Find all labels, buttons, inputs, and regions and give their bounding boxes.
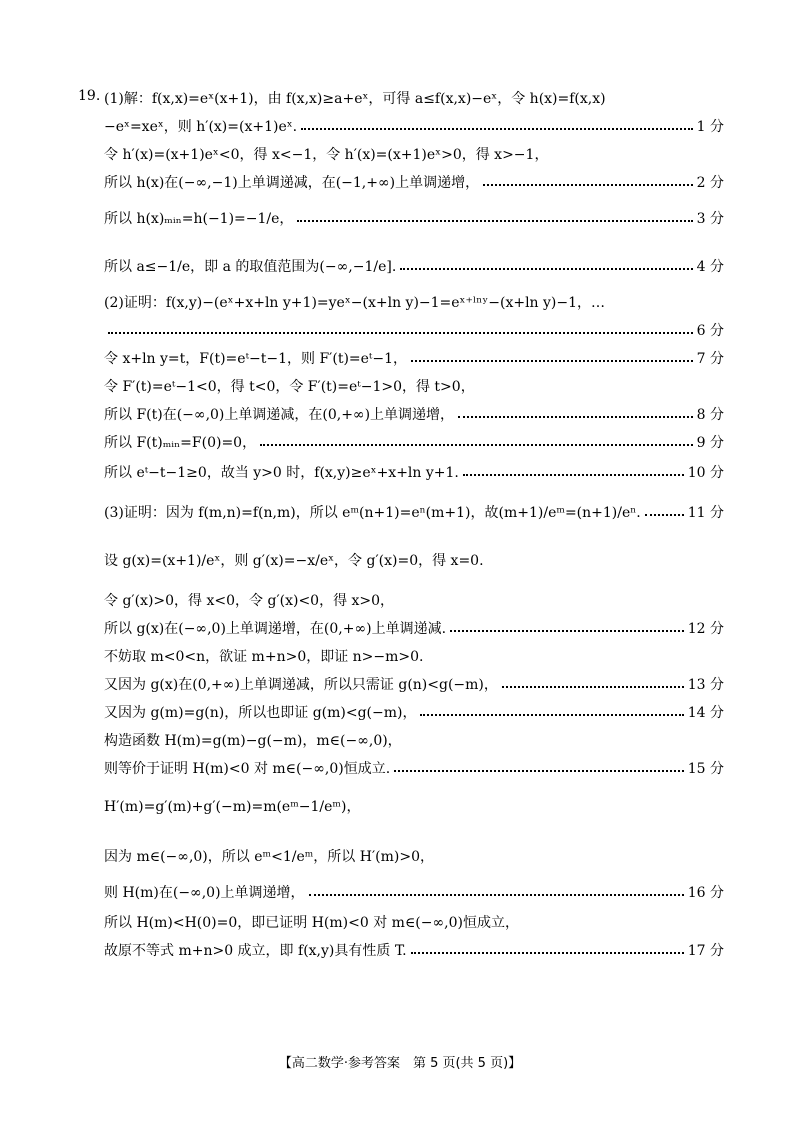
score-label: 11 分 [687, 505, 724, 521]
dot-leader [400, 268, 692, 270]
dot-leader [297, 220, 692, 222]
solution-line [104, 912, 724, 932]
solution-line [104, 796, 724, 816]
solution-line [104, 320, 724, 340]
solution-line [104, 674, 724, 694]
score-label: 16 分 [687, 885, 724, 901]
solution-line [104, 590, 724, 610]
solution-line [104, 88, 724, 108]
dot-leader [463, 474, 684, 476]
question-number: 19. [78, 88, 101, 104]
line-text: 所以 a≤−1/e，即 a 的取值范围为(−∞,−1/e]. [104, 259, 397, 275]
score-label: 13 分 [687, 677, 724, 693]
line-text: 又因为 g(m)=g(n)，所以也即证 g(m)<g(−m)， [104, 705, 417, 721]
solution-line [104, 348, 724, 368]
line-text: (2)证明：f(x,y)−(eˣ+x+ln y+1)=yeˣ−(x+ln y)−1=eˣ⁺ˡⁿʸ−(x+ln y)−1，… [104, 295, 606, 311]
line-text: 所以 h(x)ₘᵢₙ=h(−1)=−1/e， [104, 211, 294, 227]
solution-line [104, 144, 724, 164]
solution-line [104, 432, 724, 452]
score-label: 8 分 [696, 407, 724, 423]
line-text: 构造函数 H(m)=g(m)−g(−m)，m∈(−∞,0)， [104, 733, 402, 749]
line-text: (3)证明：因为 f(m,n)=f(n,m)，所以 eᵐ(n+1)=eⁿ(m+1)，故(m+1)/eᵐ=(n+1)/eⁿ. [104, 505, 641, 521]
score-label: 15 分 [687, 761, 724, 777]
line-text: 所以 F(t)ₘᵢₙ=F(0)=0， [104, 435, 257, 451]
line-text: 令 x+ln y=t，F(t)=eᵗ−t−1，则 F′(t)=eᵗ−1， [104, 351, 408, 367]
line-text: 设 g(x)=(x+1)/eˣ，则 g′(x)=−x/eˣ，令 g′(x)=0，得 x=0. [104, 553, 484, 569]
score-label: 4 分 [696, 259, 724, 275]
solution-line [104, 758, 724, 778]
solution-line [104, 208, 724, 228]
solution-line [104, 882, 724, 902]
solution-line [104, 730, 724, 750]
line-text: 所以 g(x)在(−∞,0)上单调递增，在(0,+∞)上单调递减. [104, 621, 447, 637]
solution-line [104, 116, 724, 136]
solution-line [104, 404, 724, 424]
solution-line [104, 646, 724, 666]
line-text: 所以 F(t)在(−∞,0)上单调递减，在(0,+∞)上单调递增， [104, 407, 455, 423]
line-text: 因为 m∈(−∞,0)，所以 eᵐ<1/eᵐ，所以 H′(m)>0， [104, 849, 434, 865]
line-text: H′(m)=g′(m)+g′(−m)=m(eᵐ−1/eᵐ)， [104, 799, 361, 815]
solution-line [104, 550, 724, 570]
dot-leader [483, 184, 693, 186]
dot-leader [502, 686, 684, 688]
solution-line [104, 292, 724, 312]
solution-line [104, 702, 724, 722]
solution-line [104, 376, 724, 396]
line-text: 所以 h(x)在(−∞,−1)上单调递减，在(−1,+∞)上单调递增， [104, 175, 480, 191]
solution-line [104, 462, 724, 482]
score-label: 3 分 [696, 211, 724, 227]
score-label: 6 分 [696, 323, 724, 339]
score-label: 14 分 [687, 705, 724, 721]
line-text: 令 g′(x)>0，得 x<0，令 g′(x)<0，得 x>0， [104, 593, 395, 609]
score-label: 9 分 [696, 435, 724, 451]
solution-line [104, 502, 724, 522]
score-label: 10 分 [687, 465, 724, 481]
line-text: 不妨取 m<0<n，欲证 m+n>0，即证 n>−m>0. [104, 649, 424, 665]
solution-line [104, 172, 724, 192]
line-text: 所以 eᵗ−t−1≥0，故当 y>0 时，f(x,y)≥eˣ+x+ln y+1. [104, 465, 459, 481]
solution-line [104, 940, 724, 960]
line-text: 故原不等式 m+n>0 成立，即 f(x,y)具有性质 T. [104, 943, 407, 959]
line-text: 令 F′(t)=eᵗ−1<0，得 t<0，令 F′(t)=eᵗ−1>0，得 t>0， [104, 379, 475, 395]
dot-leader [411, 952, 684, 954]
line-text: 则 H(m)在(−∞,0)上单调递增， [104, 885, 305, 901]
line-text: 又因为 g(x)在(0,+∞)上单调递减，所以只需证 g(n)<g(−m)， [104, 677, 498, 693]
dot-leader [411, 360, 693, 362]
dot-leader [301, 128, 693, 130]
dot-leader [260, 444, 693, 446]
line-text: (1)解：f(x,x)=eˣ(x+1)，由 f(x,x)≥a+eˣ，可得 a≤f(x,x)−eˣ，令 h(x)=f(x,x) [104, 91, 606, 107]
dot-leader [458, 416, 693, 418]
score-label: 2 分 [696, 175, 724, 191]
score-label: 12 分 [687, 621, 724, 637]
solution-line [104, 846, 724, 866]
dot-leader [450, 630, 684, 632]
line-text: 令 h′(x)=(x+1)eˣ<0，得 x<−1，令 h′(x)=(x+1)eˣ>0，得 x>−1， [104, 147, 549, 163]
solution-line [104, 256, 724, 276]
score-label: 1 分 [696, 119, 724, 135]
line-text: 则等价于证明 H(m)<0 对 m∈(−∞,0)恒成立. [104, 761, 391, 777]
solution-line [104, 618, 724, 638]
score-label: 17 分 [687, 943, 724, 959]
dot-leader [394, 770, 684, 772]
dot-leader [645, 514, 684, 516]
line-text: −eˣ=xeˣ，则 h′(x)=(x+1)eˣ. [104, 119, 298, 135]
dot-leader [420, 714, 683, 716]
dot-leader [108, 332, 693, 334]
line-text: 所以 H(m)<H(0)=0，即已证明 H(m)<0 对 m∈(−∞,0)恒成立， [104, 915, 519, 931]
page-footer: 【高二数学·参考答案 第 5 页(共 5 页)】 [278, 1056, 522, 1071]
dot-leader [309, 894, 684, 896]
score-label: 7 分 [696, 351, 724, 367]
